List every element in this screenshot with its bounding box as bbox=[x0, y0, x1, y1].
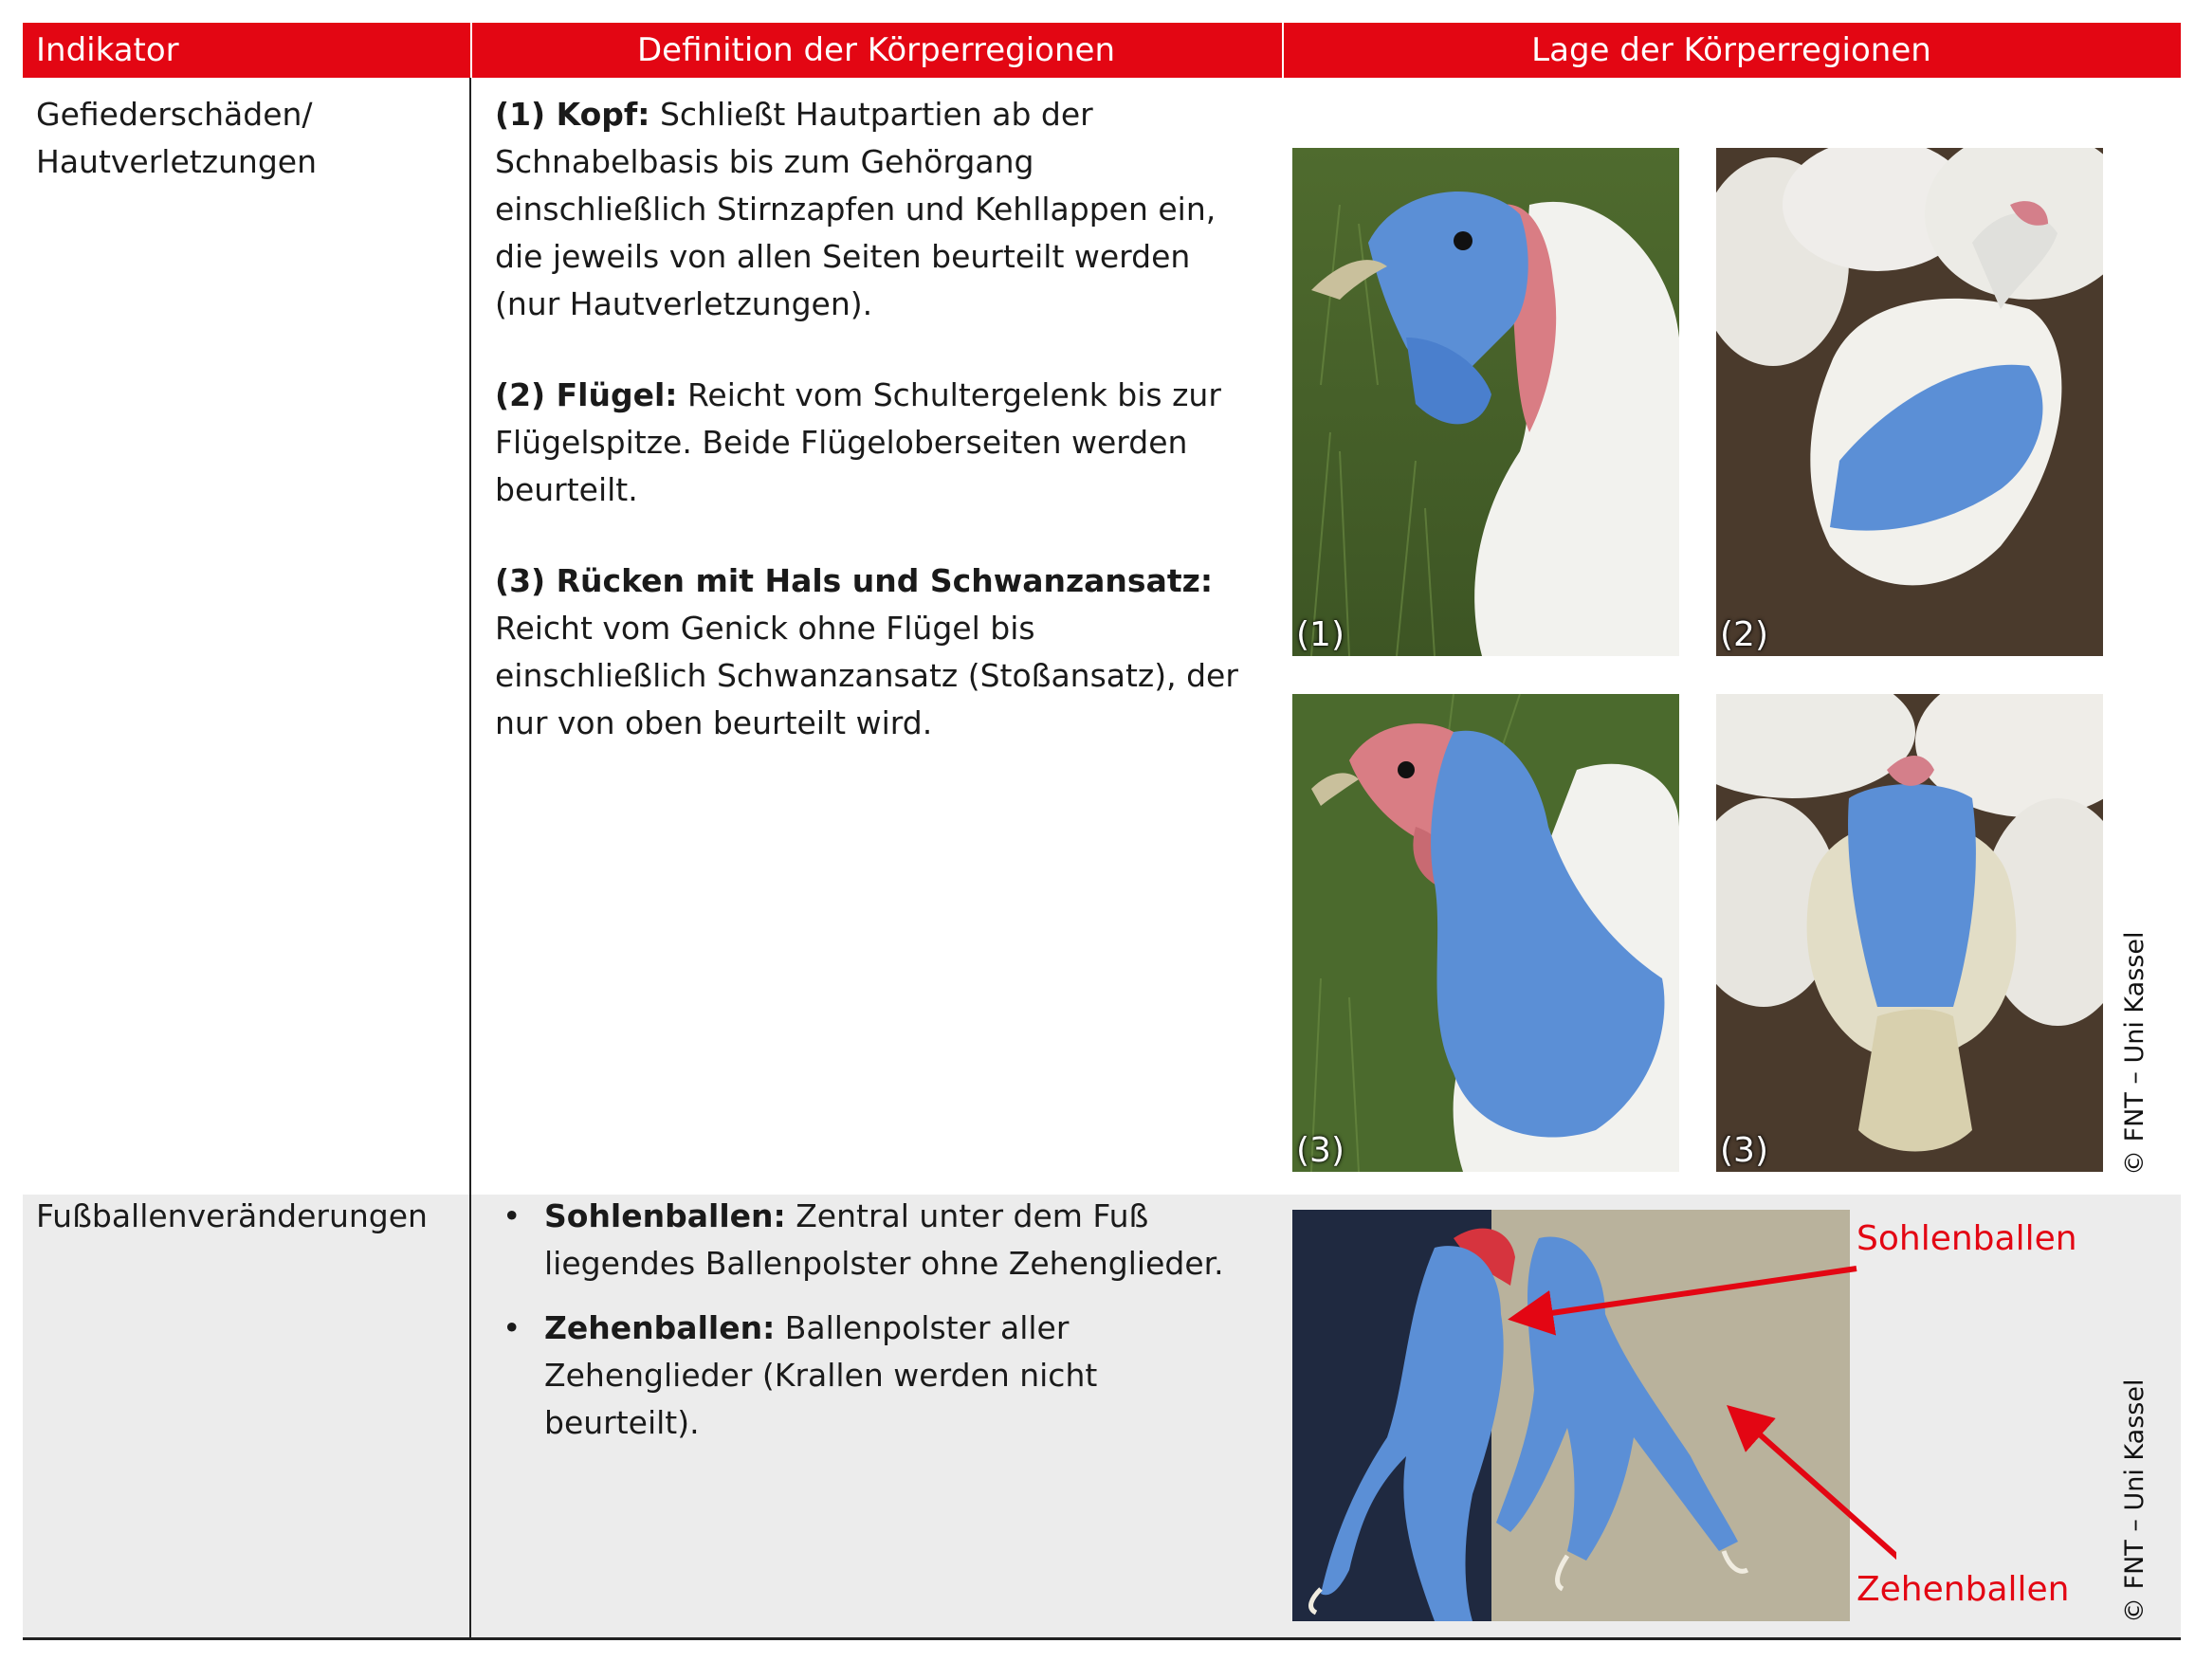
table-header bbox=[23, 23, 2181, 78]
definition-fluegel bbox=[495, 372, 1244, 514]
bullet-sohlenballen bbox=[495, 1193, 1253, 1287]
photo-head-region bbox=[1292, 148, 1679, 656]
footpad-definitions bbox=[495, 1193, 1253, 1464]
definition-ruecken bbox=[495, 557, 1244, 747]
turkey-wing-illustration bbox=[1716, 148, 2103, 656]
zehen-title: Zehenballen: bbox=[544, 1309, 776, 1346]
indicator-footpad: Fußballenveränderungen bbox=[36, 1197, 428, 1234]
footpad-arrows bbox=[1479, 1223, 1896, 1621]
ruecken-text: Reicht vom Genick ohne Flügel bis einschließlich Schwanzansatz (Stoßansatz), der nur von oben beurteilt wird. bbox=[495, 610, 1238, 741]
turkey-head-illustration bbox=[1292, 148, 1679, 656]
header-definition: Definition der Körperregionen bbox=[637, 31, 1115, 69]
definition-kopf bbox=[495, 91, 1244, 328]
table-bottom-rule bbox=[23, 1637, 2181, 1640]
indicator-feather-damage bbox=[36, 91, 317, 186]
photo-label: (2) bbox=[1720, 615, 1768, 654]
column-divider bbox=[469, 78, 471, 1638]
fluegel-title: (2) Flügel: bbox=[495, 376, 678, 413]
bullet-marker: • bbox=[503, 1309, 521, 1346]
photo-label: (3) bbox=[1720, 1131, 1768, 1170]
header-location: Lage der Körperregionen bbox=[1531, 31, 1931, 69]
zehen-text: Ballenpolster aller Zehenglieder (Krallen werden nicht beurteilt). bbox=[544, 1309, 1098, 1441]
arrow-zehenballen bbox=[1735, 1413, 1896, 1564]
turkey-neck-illustration bbox=[1292, 694, 1679, 1172]
photo-label: (1) bbox=[1296, 615, 1344, 654]
fluegel-text: Reicht vom Schultergelenk bis zur Flügelspitze. Beide Flügeloberseiten werden beurteilt. bbox=[495, 376, 1221, 508]
label-zehenballen: Zehenballen bbox=[1857, 1570, 2070, 1609]
turkey-back-illustration bbox=[1716, 694, 2103, 1172]
indicator-line: Gefiederschäden/ bbox=[36, 96, 313, 133]
copyright-text: © FNT – Uni Kassel bbox=[2120, 1379, 2149, 1623]
sohlen-title: Sohlenballen: bbox=[544, 1197, 786, 1234]
photo-back-region bbox=[1716, 694, 2103, 1172]
photo-neck-region bbox=[1292, 694, 1679, 1172]
indicator-line: Hautverletzungen bbox=[36, 143, 318, 180]
photo-label: (3) bbox=[1296, 1131, 1344, 1170]
ruecken-title: (3) Rücken mit Hals und Schwanzansatz: bbox=[495, 562, 1214, 599]
photo-wing-region bbox=[1716, 148, 2103, 656]
copyright-text: © FNT – Uni Kassel bbox=[2120, 931, 2149, 1176]
bullet-marker: • bbox=[503, 1197, 521, 1234]
bullet-zehenballen bbox=[495, 1305, 1253, 1447]
kopf-title: (1) Kopf: bbox=[495, 96, 650, 133]
arrow-sohlenballen bbox=[1519, 1269, 1857, 1318]
kopf-text: Schließt Hautpartien ab der Schnabelbasis bis zum Gehörgang einschließlich Stirnzapfen und Kehllappen ein, die jeweils von allen Seiten beurteilt werden (nur Hautverletzungen). bbox=[495, 96, 1216, 322]
header-indicator: Indikator bbox=[36, 31, 179, 69]
sohlen-text: Zentral unter dem Fuß liegendes Ballenpolster ohne Zehenglieder. bbox=[544, 1197, 1224, 1282]
definition-text bbox=[495, 91, 1244, 791]
label-sohlenballen: Sohlenballen bbox=[1857, 1219, 2077, 1258]
